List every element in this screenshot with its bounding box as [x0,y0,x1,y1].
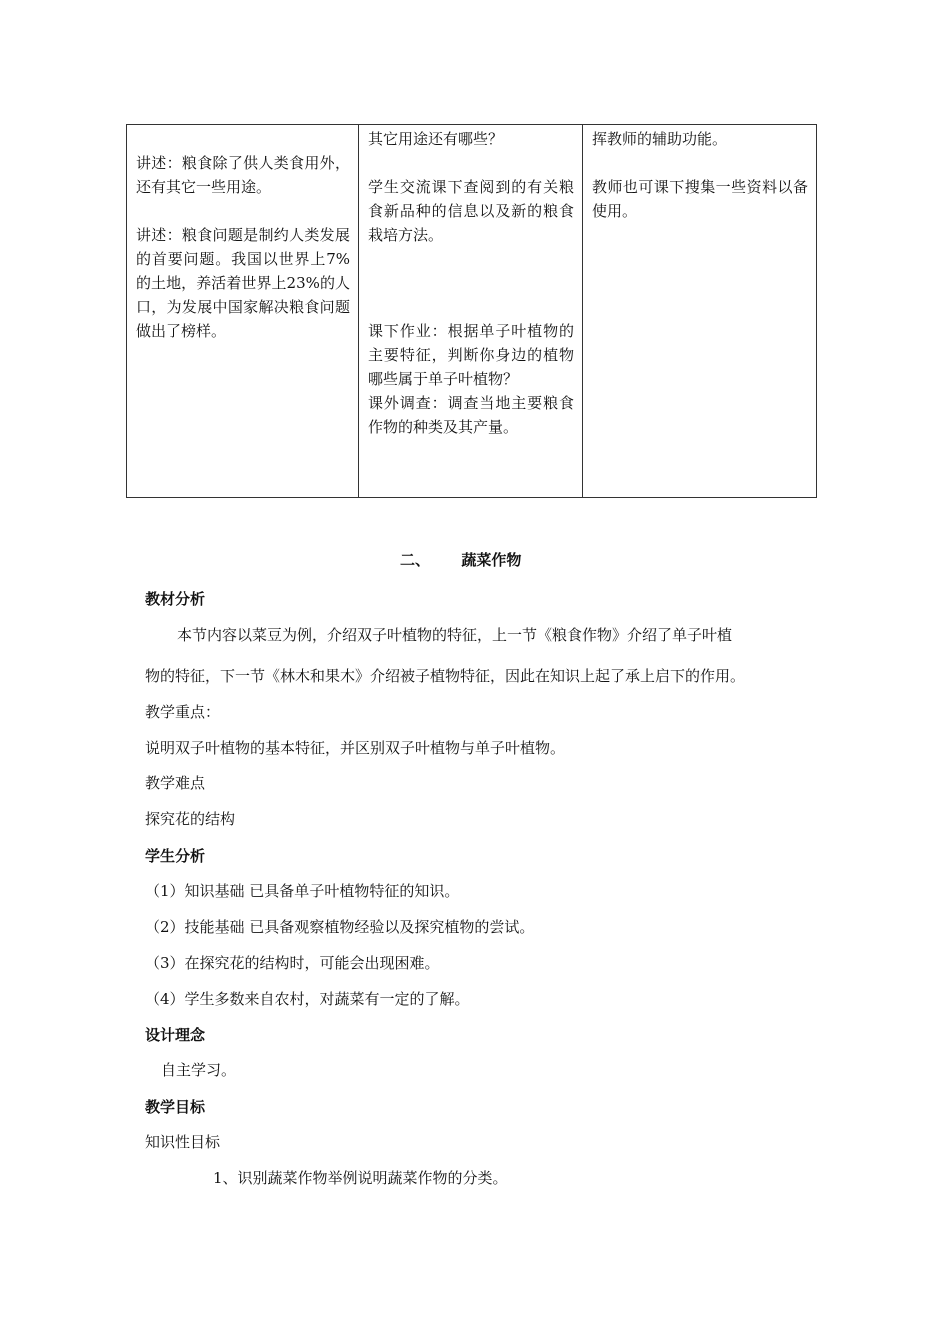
design-intent-cell [583,125,817,498]
student-item-3: （3）在探究花的结构时，可能会出现困难。 [145,954,440,972]
key-points-label: 教学重点： [145,703,221,721]
material-line-1: 本节内容以菜豆为例，介绍双子叶植物的特征，上一节《粮食作物》介绍了单子叶植 [177,626,733,644]
difficulty-text: 探究花的结构 [145,810,236,828]
goal-subheading: 知识性目标 [145,1133,221,1151]
heading-student-analysis: 学生分析 [145,847,206,865]
heading-teaching-goals: 教学目标 [145,1098,206,1116]
survey: 课外调查：调查当地主要粮食作物的种类及其产量。 [368,394,574,436]
section-title: 二、 蔬菜作物 [400,551,522,569]
heading-material-analysis: 教材分析 [145,590,206,608]
teacher-activity-cell [127,125,359,498]
key-points-text: 说明双子叶植物的基本特征，并区别双子叶植物与单子叶植物。 [145,739,566,757]
homework: 课下作业：根据单子叶植物的主要特征，判断你身边的植物哪些属于单子叶植物？ [368,322,574,388]
student-item-1: （1）知识基础 已具备单子叶植物特征的知识。 [145,882,460,900]
question-other-uses: 其它用途还有哪些？ [368,130,504,148]
narration-uses: 讲述：粮食除了供人类食用外，还有其它一些用途。 [136,154,350,196]
teacher-materials: 教师也可课下搜集一些资料以备使用。 [592,178,808,220]
student-item-4: （4）学生多数来自农村，对蔬菜有一定的了解。 [145,990,470,1008]
student-activity-cell [359,125,583,498]
concept-text: 自主学习。 [161,1061,237,1079]
material-line-2: 物的特征，下一节《林木和果木》介绍被子植物特征，因此在知识上起了承上启下的作用。 [145,667,746,685]
lesson-table [126,124,817,498]
narration-food-problem: 讲述：粮食问题是制约人类发展的首要问题。我国以世界上7%的土地，养活着世界上23%的人口，为发展中国家解决粮食问题做出了榜样。 [136,226,350,340]
student-item-2: （2）技能基础 已具备观察植物经验以及探究植物的尝试。 [145,918,535,936]
heading-design-concept: 设计理念 [145,1026,206,1044]
goal-item-1: 1、识别蔬菜作物举例说明蔬菜作物的分类。 [213,1169,508,1187]
student-exchange: 学生交流课下查阅到的有关粮食新品种的信息以及新的粮食栽培方法。 [368,178,574,244]
difficulty-label: 教学难点 [145,774,206,792]
teacher-assist: 挥教师的辅助功能。 [592,130,728,148]
